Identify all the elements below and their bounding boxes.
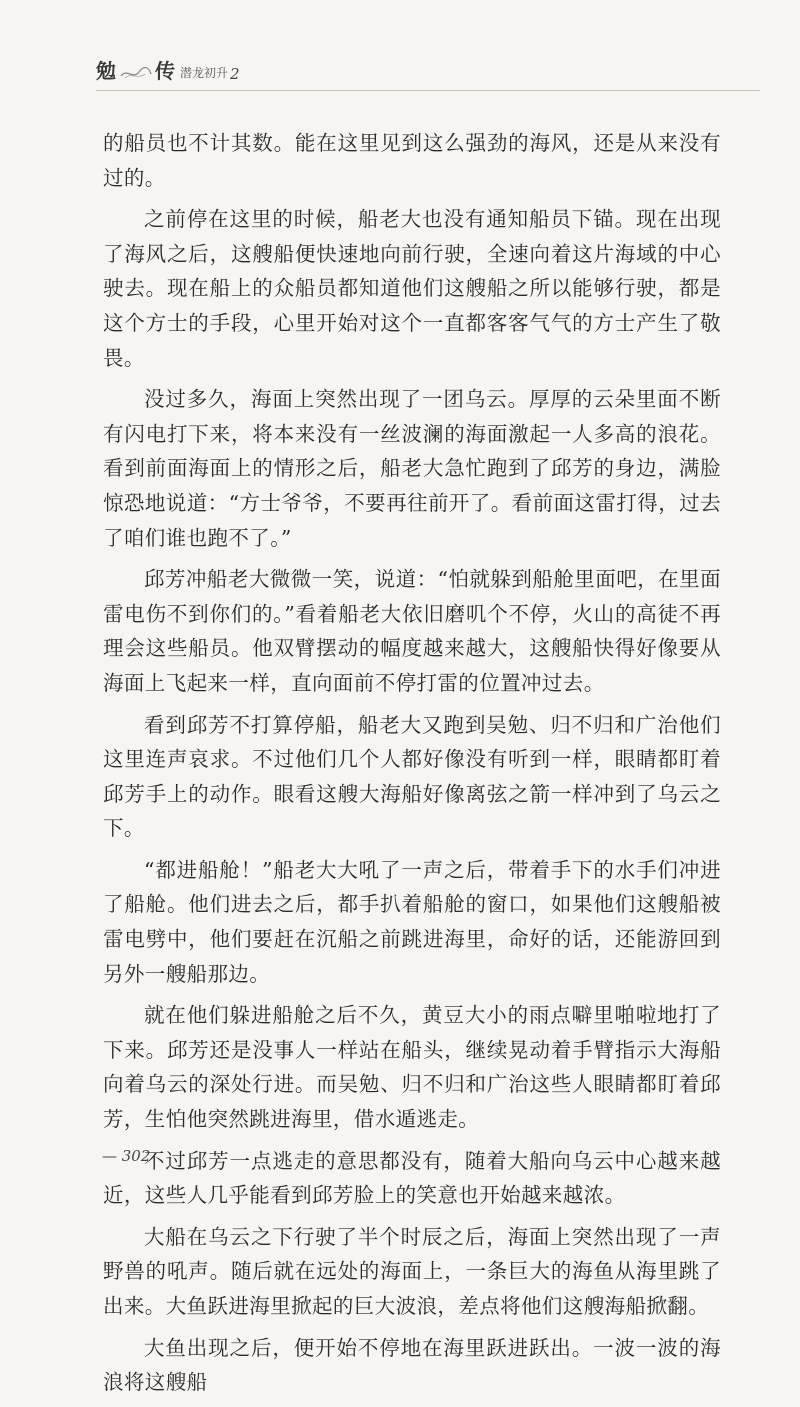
paragraph: 邱芳冲船老大微微一笑，说道：“怕就躲到船舱里面吧，在里面雷电伤不到你们的。”看着船老大依旧磨叽个不停，火山的高徒不再理会这些船员。他双臂摆动的幅度越来越大，这艘船快得好像要从海面上飞起来一样，直向面前不停打雷的位置冲过去。 <box>103 567 721 695</box>
paragraph: 就在他们躲进船舱之后不久，黄豆大小的雨点噼里啪啦地打了下来。邱芳还是没事人一样站在船头，继续晃动着手臂指示大海船向着乌云的深处行进。而吴勉、归不归和广治这些人眼睛都盯着邱芳，生怕他突然跳进海里，借水遁逃走。 <box>103 1003 721 1132</box>
paragraph: 大船在乌云之下行驶了半个时辰之后，海面上突然出现了一声野兽的吼声。随后就在远处的海面上，一条巨大的海鱼从海里跳了出来。大鱼跃进海里掀起的巨大波浪，差点将他们这艘海船掀翻。 <box>103 1224 721 1318</box>
page-number: — 302 <box>102 1147 151 1165</box>
paragraph: 没过多久，海面上突然出现了一团乌云。厚厚的云朵里面不断有闪电打下来，将本来没有一丝波澜的海面激起一人多高的浪花。看到前面海面上的情形之后，船老大急忙跑到了邱芳的身边，满脸惊恐地说道：“方士爷爷，不要再往前开了。看前面这雷打得，过去了咱们谁也跑不了。” <box>103 387 721 550</box>
header-volume-number: 2 <box>230 65 240 83</box>
header-title-left: 勉 <box>96 59 117 83</box>
header-title-right: 传 <box>155 59 176 83</box>
paragraph: 看到邱芳不打算停船，船老大又跑到吴勉、归不归和广治他们这里连声哀求。不过他们几个人都好像没有听到一样，眼睛都盯着邱芳手上的动作。眼看这艘大海船好像离弦之箭一样冲到了乌云之下。 <box>103 712 721 841</box>
header-ornament <box>119 62 153 82</box>
paragraph: 大鱼出现之后，便开始不停地在海里跃进跃出。一波一波的海浪将这艘船 <box>103 1335 721 1395</box>
paragraph: 不过邱芳一点逃走的意思都没有，随着大船向乌云中心越来越近，这些人几乎能看到邱芳脸上的笑意也开始越来越浓。 <box>103 1148 721 1208</box>
paragraph: “都进船舱！”船老大大吼了一声之后，带着手下的水手们冲进了船舱。他们进去之后，都手扒着船舱的窗口，如果他们这艘船被雷电劈中，他们要赶在沉船之前跳进海里，命好的话，还能游回到另外一艘船那边。 <box>103 857 721 986</box>
header-subtitle: 潜龙初升 <box>180 66 229 80</box>
body-text <box>103 126 721 1407</box>
paragraph: 之前停在这里的时候，船老大也没有通知船员下锚。现在出现了海风之后，这艘船便快速地向前行驶，全速向着这片海域的中心驶去。现在船上的众船员都知道他们这艘船之所以能够行驶，都是这个方士的手段，心里开始对这个一直都客客气气的方士产生了敬畏。 <box>103 207 721 370</box>
paragraph: 的船员也不计其数。能在这里见到这么强劲的海风，还是从来没有过的。 <box>103 131 721 190</box>
running-header <box>96 44 240 84</box>
header-rule <box>96 90 760 91</box>
